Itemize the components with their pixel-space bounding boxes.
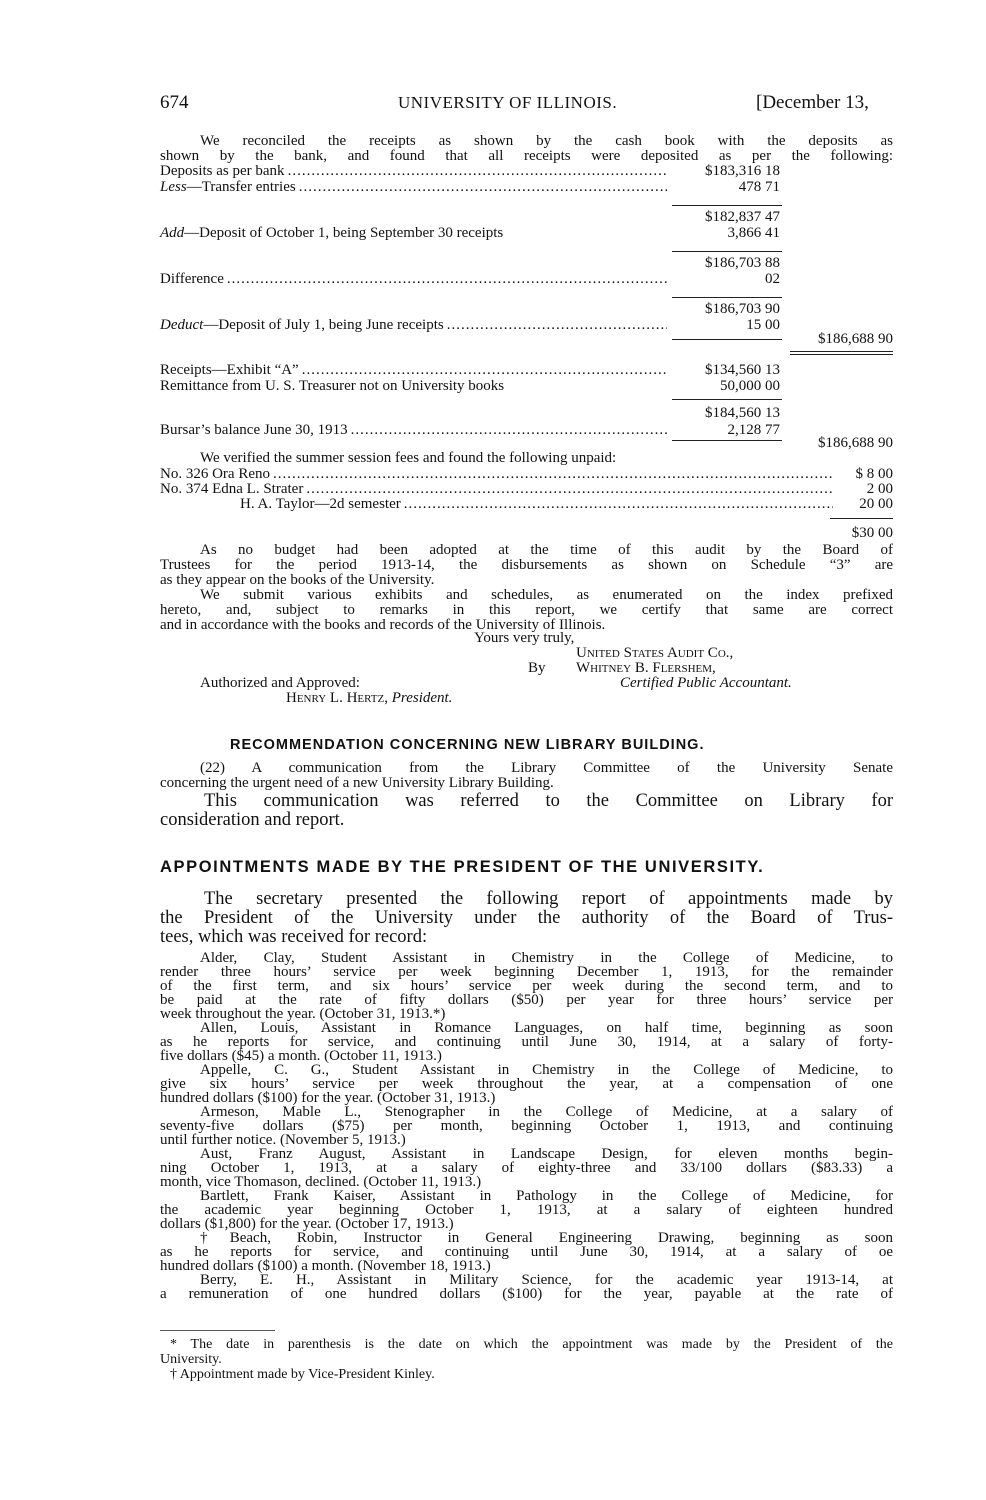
entry-line: month, vice Thomason, declined. (October 11, 1913.) (160, 1174, 482, 1190)
authorized-label: Authorized and Approved: (200, 675, 360, 691)
paragraph-line: as they appear on the books of the University. (160, 572, 435, 588)
president-title: President. (391, 690, 453, 706)
rule-5 (672, 399, 782, 400)
appointments-list (160, 951, 893, 1301)
entry-line: give six hours’ service per week throughout the year, at a compensation of one (160, 1076, 893, 1092)
running-date: [December 13, (756, 92, 869, 113)
deposits-row (160, 164, 670, 179)
entry-line: ning October 1, 1913, at a salary of eighty-three and 33/100 dollars ($83.33) a (160, 1160, 893, 1176)
library-referral (160, 792, 893, 830)
entry-line: five dollars ($45) a month. (October 11, 1913.) (160, 1048, 442, 1064)
intro-line-2: shown by the bank, and found that all receipts were deposited as per the following: (160, 148, 893, 164)
paragraph-line: Trustees for the period 1913-14, the disbursements as shown on Schedule “3” are (160, 557, 893, 573)
rule-2 (672, 251, 782, 252)
appointment-entry (160, 951, 893, 1021)
add-label: —Deposit of October 1, being September 30 receipts (184, 225, 504, 241)
rule-4 (672, 339, 782, 340)
paragraph-line: This communication was referred to the Committee on Library for (204, 791, 893, 811)
entry-line: until further notice. (November 5, 1913.) (160, 1132, 406, 1148)
unpaid-item-value: $ 8 00 (855, 466, 893, 482)
appointment-entry (160, 1021, 893, 1063)
page-number: 674 (160, 92, 189, 113)
receipts-label: Receipts—Exhibit “A” (160, 362, 299, 378)
unpaid-item-name: Edna L. Strater (212, 481, 304, 497)
rule-1 (672, 205, 782, 206)
deduct-value: 15 00 (746, 317, 780, 333)
paragraph-line: The secretary presented the following report of appointments made by (204, 889, 893, 909)
bursar-value: 2,128 77 (727, 422, 780, 438)
appointment-entry (160, 1063, 893, 1105)
intro-line-1: We reconciled the receipts as shown by the cash book with the deposits as (200, 133, 893, 149)
remittance-label: Remittance from U. S. Treasurer not on University books (160, 378, 505, 394)
appointment-entry (160, 1105, 893, 1147)
difference-label: Difference (160, 271, 224, 287)
unpaid-item-3 (240, 497, 893, 512)
appointment-entry (160, 1189, 893, 1231)
double-rule-b (790, 354, 893, 355)
subtotal-2: $186,703 88 (705, 255, 780, 271)
unpaid-item-prefix: No. 374 (160, 481, 209, 497)
deposits-label: Deposits as per bank (160, 163, 285, 179)
unpaid-item-prefix: No. 326 (160, 466, 209, 482)
add-value: 3,866 41 (727, 225, 780, 241)
entry-line: of the first term, and six hours’ service per week during the second term, and to (160, 978, 893, 994)
unpaid-intro: We verified the summer session fees and found the following unpaid: (200, 450, 617, 466)
entry-line: as he reports for service, and continuing until June 30, 1914, at a salary of oe (160, 1244, 893, 1260)
unpaid-item-value: 20 00 (859, 496, 893, 512)
appointments-heading: APPOINTMENTS MADE BY THE PRESIDENT OF THE UNIVERSITY. (160, 858, 765, 876)
footnote-2: † Appointment made by Vice-President Kinley. (170, 1367, 435, 1382)
entry-line: dollars ($1,800) for the year. (October 17, 1913.) (160, 1216, 454, 1232)
receipts-row (160, 363, 670, 378)
unpaid-item-1 (160, 467, 893, 482)
difference-value: 02 (765, 271, 780, 287)
entry-line: a remuneration of one hundred dollars ($100) for the year, payable at the rate of (160, 1286, 893, 1302)
entry-line: †Beach, Robin, Instructor in General Engineering Drawing, beginning as soon (200, 1230, 893, 1246)
deposits-value: $183,316 18 (705, 163, 780, 179)
paragraph-line: and in accordance with the books and records of the University of Illinois. (160, 617, 606, 633)
entry-line: Allen, Louis, Assistant in Romance Languages, on half time, beginning as soon (200, 1020, 893, 1036)
paragraph-line: the President of the University under the authority of the Board of Trus- (160, 908, 893, 928)
appointment-entry (160, 1147, 893, 1189)
paragraph-line: We submit various exhibits and schedules, as enumerated on the index prefixed (200, 587, 893, 603)
less-row (160, 180, 670, 195)
cpa-title: Certified Public Accountant. (620, 675, 792, 691)
signer-name: Whitney B. Flershem, (576, 660, 716, 676)
appointment-entry (160, 1273, 893, 1301)
rule-3 (672, 297, 782, 298)
subtotal-3: $186,703 90 (705, 301, 780, 317)
less-value: 478 71 (738, 179, 780, 195)
budget-paragraph (160, 543, 893, 588)
deduct-label: —Deposit of July 1, being June receipts (203, 317, 444, 333)
deduct-prefix: Deduct (160, 317, 204, 333)
running-title: UNIVERSITY OF ILLINOIS. (398, 93, 618, 112)
footnotes (160, 1337, 893, 1382)
footnote-1-cont: University. (160, 1352, 222, 1367)
paragraph-line: consideration and report. (160, 810, 345, 830)
entry-line: Aust, Franz August, Assistant in Landscape Design, for eleven months begin- (200, 1146, 893, 1162)
add-prefix: Add (160, 225, 185, 241)
unpaid-item-2 (160, 482, 893, 497)
paragraph-line: tees, which was received for record: (160, 927, 428, 947)
unpaid-item-value: 2 00 (866, 481, 893, 497)
footnote-rule (160, 1330, 275, 1331)
entry-line: hundred dollars ($100) for the year. (October 31, 1913.) (160, 1090, 496, 1106)
rule-7 (830, 518, 893, 519)
total-1: $186,688 90 (818, 331, 893, 347)
entry-line: Bartlett, Frank Kaiser, Assistant in Pathology in the College of Medicine, for (200, 1188, 893, 1204)
entry-line: Appelle, C. G., Student Assistant in Chemistry in the College of Medicine, to (200, 1062, 893, 1078)
add-row (160, 226, 503, 241)
by-label: By (528, 660, 546, 676)
paragraph-line: hereto, and, subject to remarks in this report, we certify that same are correct (160, 602, 893, 618)
entry-line: Armeson, Mable L., Stenographer in the College of Medicine, at a salary of (200, 1104, 893, 1120)
library-paragraph (160, 761, 893, 791)
less-label: —Transfer entries (186, 179, 296, 195)
subtotal-1: $182,837 47 (705, 209, 780, 225)
bursar-label: Bursar’s balance June 30, 1913 (160, 422, 348, 438)
bursar-row (160, 423, 670, 438)
less-prefix: Less (160, 179, 187, 195)
president-name: Henry L. Hertz, (286, 690, 388, 706)
entry-line: render three hours’ service per week beginning December 1, 1913, for the remainder (160, 964, 893, 980)
entry-line: hundred dollars ($100) a month. (November 18, 1913.) (160, 1258, 491, 1274)
rule-6 (672, 440, 782, 441)
appointment-entry (160, 1231, 893, 1273)
reconciliation-intro (160, 134, 893, 164)
unpaid-item-name: H. A. Taylor—2d semester (240, 496, 401, 512)
entry-line: be paid at the rate of fifty dollars ($50) per year for three hours’ service per (160, 992, 893, 1008)
paragraph-line: concerning the urgent need of a new University Library Building. (160, 775, 554, 791)
remittance-value: 50,000 00 (720, 378, 780, 394)
president-signature (286, 691, 452, 706)
entry-line: seventy-five dollars ($75) per month, beginning October 1, 1913, and continuing (160, 1118, 893, 1134)
receipts-value: $134,560 13 (705, 362, 780, 378)
unpaid-item-name: Ora Reno (212, 466, 270, 482)
firm-name: United States Audit Co., (576, 645, 734, 661)
difference-row (160, 272, 670, 287)
paragraph-line: As no budget had been adopted at the time of this audit by the Board of (200, 542, 893, 558)
entry-line: the academic year beginning October 1, 1913, at a salary of eighteen hundred (160, 1202, 893, 1218)
double-rule-a (790, 351, 893, 352)
yours-truly: Yours very truly, (474, 630, 575, 646)
library-heading: RECOMMENDATION CONCERNING NEW LIBRARY BUILDING. (230, 737, 705, 753)
footnote-1: * The date in parenthesis is the date on which the appointment was made by the President of the (170, 1337, 893, 1352)
unpaid-total: $30 00 (851, 525, 893, 541)
entry-line: week throughout the year. (October 31, 1913.*) (160, 1006, 446, 1022)
appointments-intro (160, 890, 893, 947)
certify-paragraph (160, 588, 893, 633)
entry-line: Berry, E. H., Assistant in Military Science, for the academic year 1913-14, at (200, 1272, 893, 1288)
total-2: $186,688 90 (818, 435, 893, 451)
paragraph-line: (22) A communication from the Library Committee of the University Senate (200, 760, 893, 776)
entry-line: as he reports for service, and continuing until June 30, 1914, at a salary of forty- (160, 1034, 893, 1050)
entry-line: Alder, Clay, Student Assistant in Chemistry in the College of Medicine, to (200, 950, 893, 966)
subtotal-4: $184,560 13 (705, 405, 780, 421)
deduct-row (160, 318, 670, 333)
